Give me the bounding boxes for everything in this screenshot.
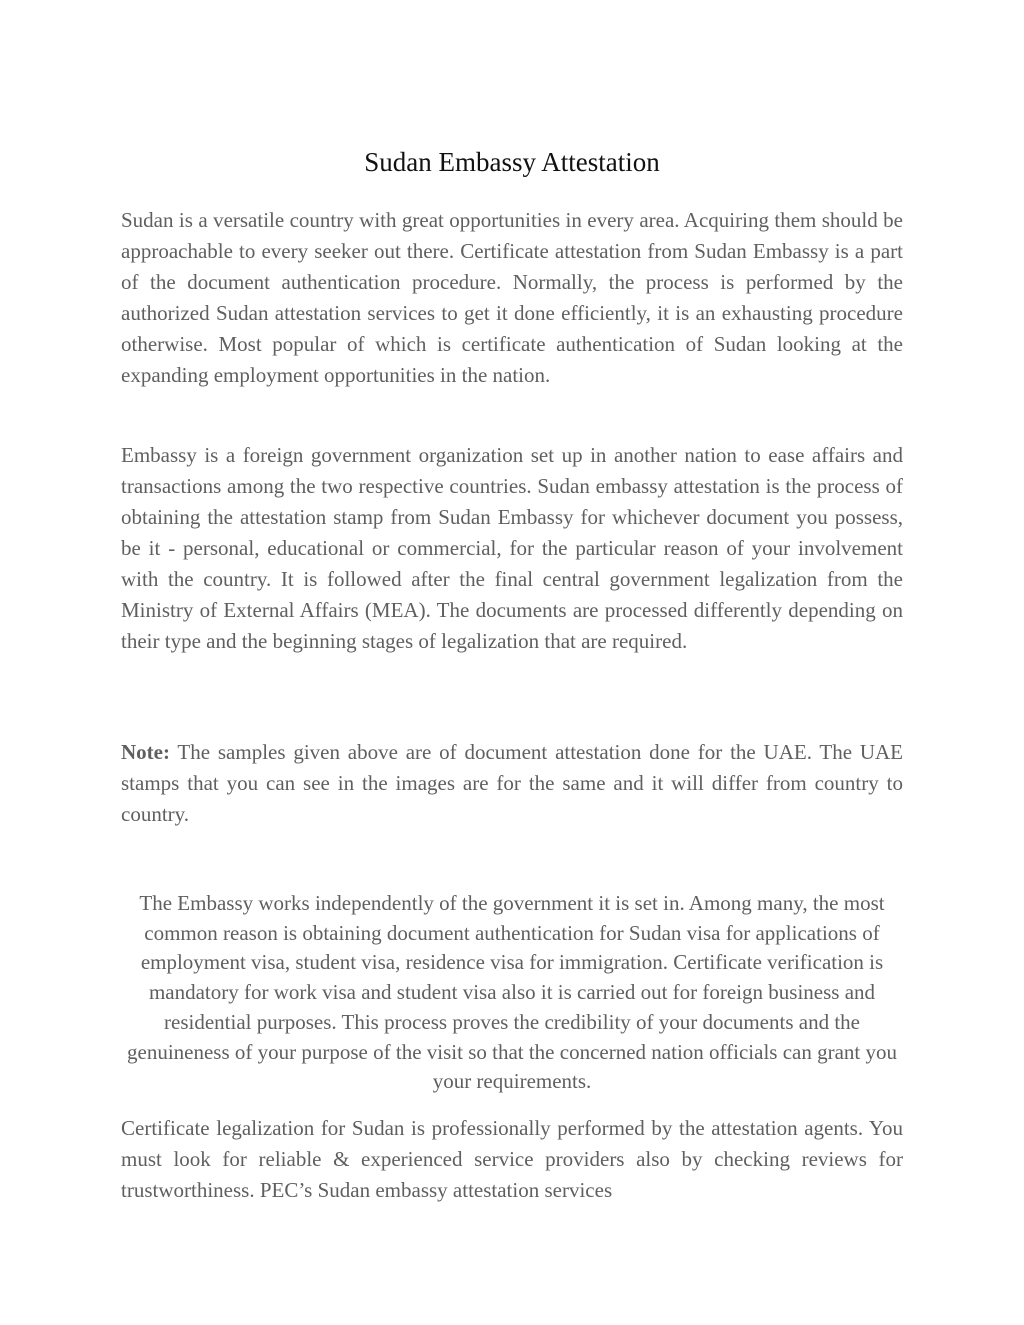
page-title: Sudan Embassy Attestation [364,147,660,177]
paragraph-legalization: Certificate legalization for Sudan is professionally performed by the attestation agents. You must look for reliable & experienced service providers also by checking reviews for trustworthiness. PEC’s Sudan embassy attestation services [121,1116,903,1202]
paragraph-purpose: The Embassy works independently of the government it is set in. Among many, the most common reason is obtaining document authentication for Sudan visa for applications of employment visa, student visa, residence visa for immigration. Certificate verification is mandatory for work visa and student visa also it is carried out for foreign business and residential purposes. This process proves the credibility of your documents and the genuineness of your purpose of the visit so that the concerned nation officials can grant you your requirements. [127,891,897,1094]
paragraph-embassy: Embassy is a foreign government organization set up in another nation to ease affairs and transactions among the two respective countries. Sudan embassy attestation is the process of obtaining the attestation stamp from Sudan Embassy for whichever document you possess, be it - personal, educational or commercial, for the particular reason of your involvement with the country. It is followed after the final central government legalization from the Ministry of External Affairs (MEA). The documents are processed differently depending on their type and the beginning stages of legalization that are required. [121,443,903,653]
note-paragraph [121,737,903,830]
paragraph-intro: Sudan is a versatile country with great opportunities in every area. Acquiring them should be approachable to every seeker out there. Certificate attestation from Sudan Embassy is a part of the document authentication procedure. Normally, the process is performed by the authorized Sudan attestation services to get it done efficiently, it is an exhausting procedure otherwise. Most popular of which is certificate authentication of Sudan looking at the expanding employment opportunities in the nation. [121,208,903,387]
note-text: The samples given above are of document attestation done for the UAE. The UAE stamps that you can see in the images are for the same and it will differ from country to country. [121,740,903,826]
note-label: Note: [121,740,170,764]
